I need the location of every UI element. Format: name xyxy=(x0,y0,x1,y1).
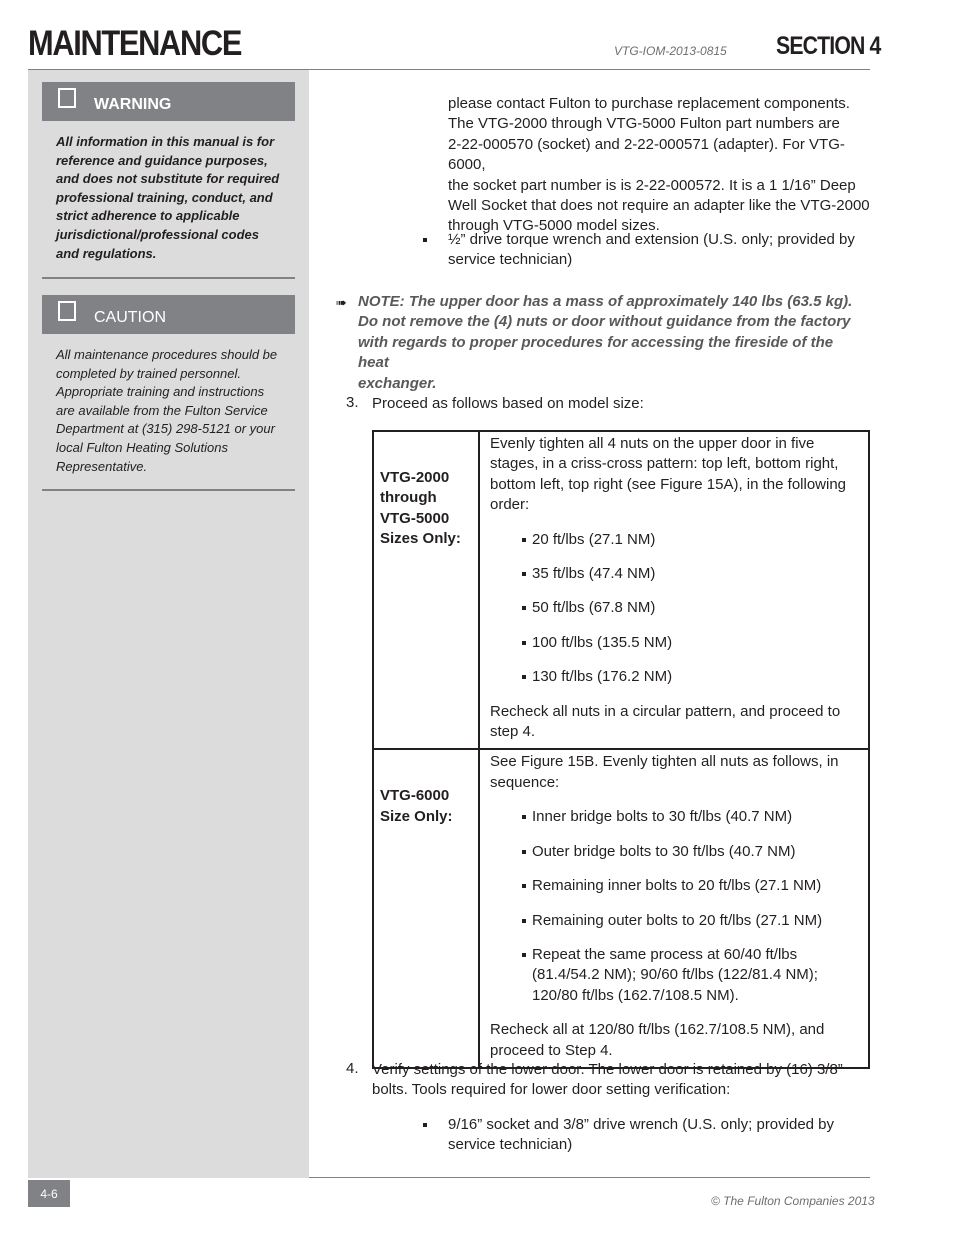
model-label-line: Size Only: xyxy=(380,807,453,825)
checkbox-square-icon xyxy=(58,301,76,321)
list-item: Remaining inner bolts to 20 ft/lbs (27.1 NM) xyxy=(522,876,862,896)
document-code: VTG-IOM-2013-0815 xyxy=(614,44,727,58)
list-item: Repeat the same process at 60/40 ft/lbs (81.4/54.2 NM); 90/60 ft/lbs (122/81.4 NM); 120/80 ft/lbs (162.7/108.5 NM). xyxy=(522,945,862,1006)
list-item: 20 ft/lbs (27.1 NM) xyxy=(522,530,862,550)
page-number: 4-6 xyxy=(28,1180,70,1207)
step-4-text xyxy=(372,1060,870,1101)
step-4-number: 4. xyxy=(346,1060,359,1077)
note-text xyxy=(358,292,858,394)
model-label-line: VTG-5000 xyxy=(380,509,450,527)
note-line: Do not remove the (4) nuts or door without guidance from the factory xyxy=(358,313,851,331)
caution-label: CAUTION xyxy=(94,308,166,326)
intro-line: The VTG-2000 through VTG-5000 Fulton part numbers are xyxy=(448,115,840,133)
procedure-outro: Recheck all at 120/80 ft/lbs (162.7/108.5 NM), and proceed to Step 4. xyxy=(490,1021,825,1059)
intro-paragraph xyxy=(448,94,870,237)
checkbox-square-icon xyxy=(58,88,76,108)
intro-line: Well Socket that does not require an adapter like the VTG-2000 xyxy=(448,197,870,215)
table-row xyxy=(373,431,869,749)
warning-text: All information in this manual is for reference and guidance purposes, and does not substitute for required professional training, conduct, and strict adherence to applicable jurisdictional/professional codes and regulations. xyxy=(56,134,280,261)
intro-line: the socket part number is is 2-22-000572. It is a 1 1/16” Deep xyxy=(448,176,856,194)
model-label-line: Sizes Only: xyxy=(380,530,461,548)
list-item: 50 ft/lbs (67.8 NM) xyxy=(522,598,862,618)
footer-divider xyxy=(309,1177,870,1178)
section-label: SECTION 4 xyxy=(776,32,881,60)
torque-wrench-bullet xyxy=(448,230,870,271)
caution-divider xyxy=(42,489,295,491)
bullet-square-icon xyxy=(423,238,427,242)
model-label-line: VTG-6000 xyxy=(380,787,450,805)
model-label-cell xyxy=(373,431,479,749)
bullet-line: ½” drive torque wrench and extension (U.S. only; provided by xyxy=(448,231,855,248)
table-row xyxy=(373,749,869,1067)
bullet-line: service technician) xyxy=(448,251,573,269)
note-arrow-icon: ➠ xyxy=(336,295,347,310)
intro-line: 2-22-000570 (socket) and 2-22-000571 (adapter). For VTG-6000, xyxy=(448,135,845,174)
warning-header xyxy=(42,82,295,121)
torque-step-list xyxy=(490,530,862,688)
bullet-line: service technician) xyxy=(448,1136,573,1154)
list-item: Remaining outer bolts to 20 ft/lbs (27.1 NM) xyxy=(522,911,862,931)
caution-header xyxy=(42,295,295,334)
model-label-cell xyxy=(373,749,479,1067)
note-line: exchanger. xyxy=(358,374,437,392)
step-3-text: Proceed as follows based on model size: xyxy=(372,395,644,412)
step-4-line: Verify settings of the lower door. The lower door is retained by (16) 3/8” xyxy=(372,1061,843,1078)
list-item: 130 ft/lbs (176.2 NM) xyxy=(522,667,862,687)
note-line: NOTE: The upper door has a mass of approximately 140 lbs (63.5 kg). xyxy=(358,293,853,310)
procedure-cell xyxy=(479,749,869,1067)
bullet-square-icon xyxy=(423,1123,427,1127)
list-item: Inner bridge bolts to 30 ft/lbs (40.7 NM) xyxy=(522,807,862,827)
warning-divider xyxy=(42,277,295,279)
caution-text: All maintenance procedures should be completed by trained personnel. Appropriate training and instructions are available from the Fulton Service Department at (315) 298-5121 or your local Fulton Heating Solutions Representative. xyxy=(56,347,278,474)
intro-line: please contact Fulton to purchase replacement components. xyxy=(448,95,850,112)
procedure-intro: Evenly tighten all 4 nuts on the upper door in five stages, in a criss-cross pattern: top left, bottom right, bottom left, top right (see Figure 15A), in the following order: xyxy=(490,435,847,514)
intro-line: through VTG-5000 model sizes. xyxy=(448,217,660,235)
list-item: 100 ft/lbs (135.5 NM) xyxy=(522,633,862,653)
copyright: © The Fulton Companies 2013 xyxy=(711,1194,875,1208)
bullet-line: 9/16” socket and 3/8” drive wrench (U.S. only; provided by xyxy=(448,1116,835,1133)
model-label-line: through xyxy=(380,489,437,507)
socket-bullet xyxy=(448,1115,870,1156)
page-title: MAINTENANCE xyxy=(28,24,242,63)
note-line: with regards to proper procedures for accessing the fireside of the heat xyxy=(358,333,834,372)
torque-step-list xyxy=(490,807,862,1006)
warning-label: WARNING xyxy=(94,95,172,113)
step-3-number: 3. xyxy=(346,394,359,411)
procedure-cell xyxy=(479,431,869,749)
procedure-outro: Recheck all nuts in a circular pattern, and proceed to step 4. xyxy=(490,702,841,741)
model-label-line: VTG-2000 xyxy=(380,469,450,486)
procedure-intro: See Figure 15B. Evenly tighten all nuts as follows, in sequence: xyxy=(490,753,839,791)
torque-procedure-table xyxy=(372,430,870,1069)
list-item: 35 ft/lbs (47.4 NM) xyxy=(522,564,862,584)
header-divider xyxy=(28,69,870,70)
step-4-line: bolts. Tools required for lower door setting verification: xyxy=(372,1081,731,1099)
list-item: Outer bridge bolts to 30 ft/lbs (40.7 NM) xyxy=(522,842,862,862)
